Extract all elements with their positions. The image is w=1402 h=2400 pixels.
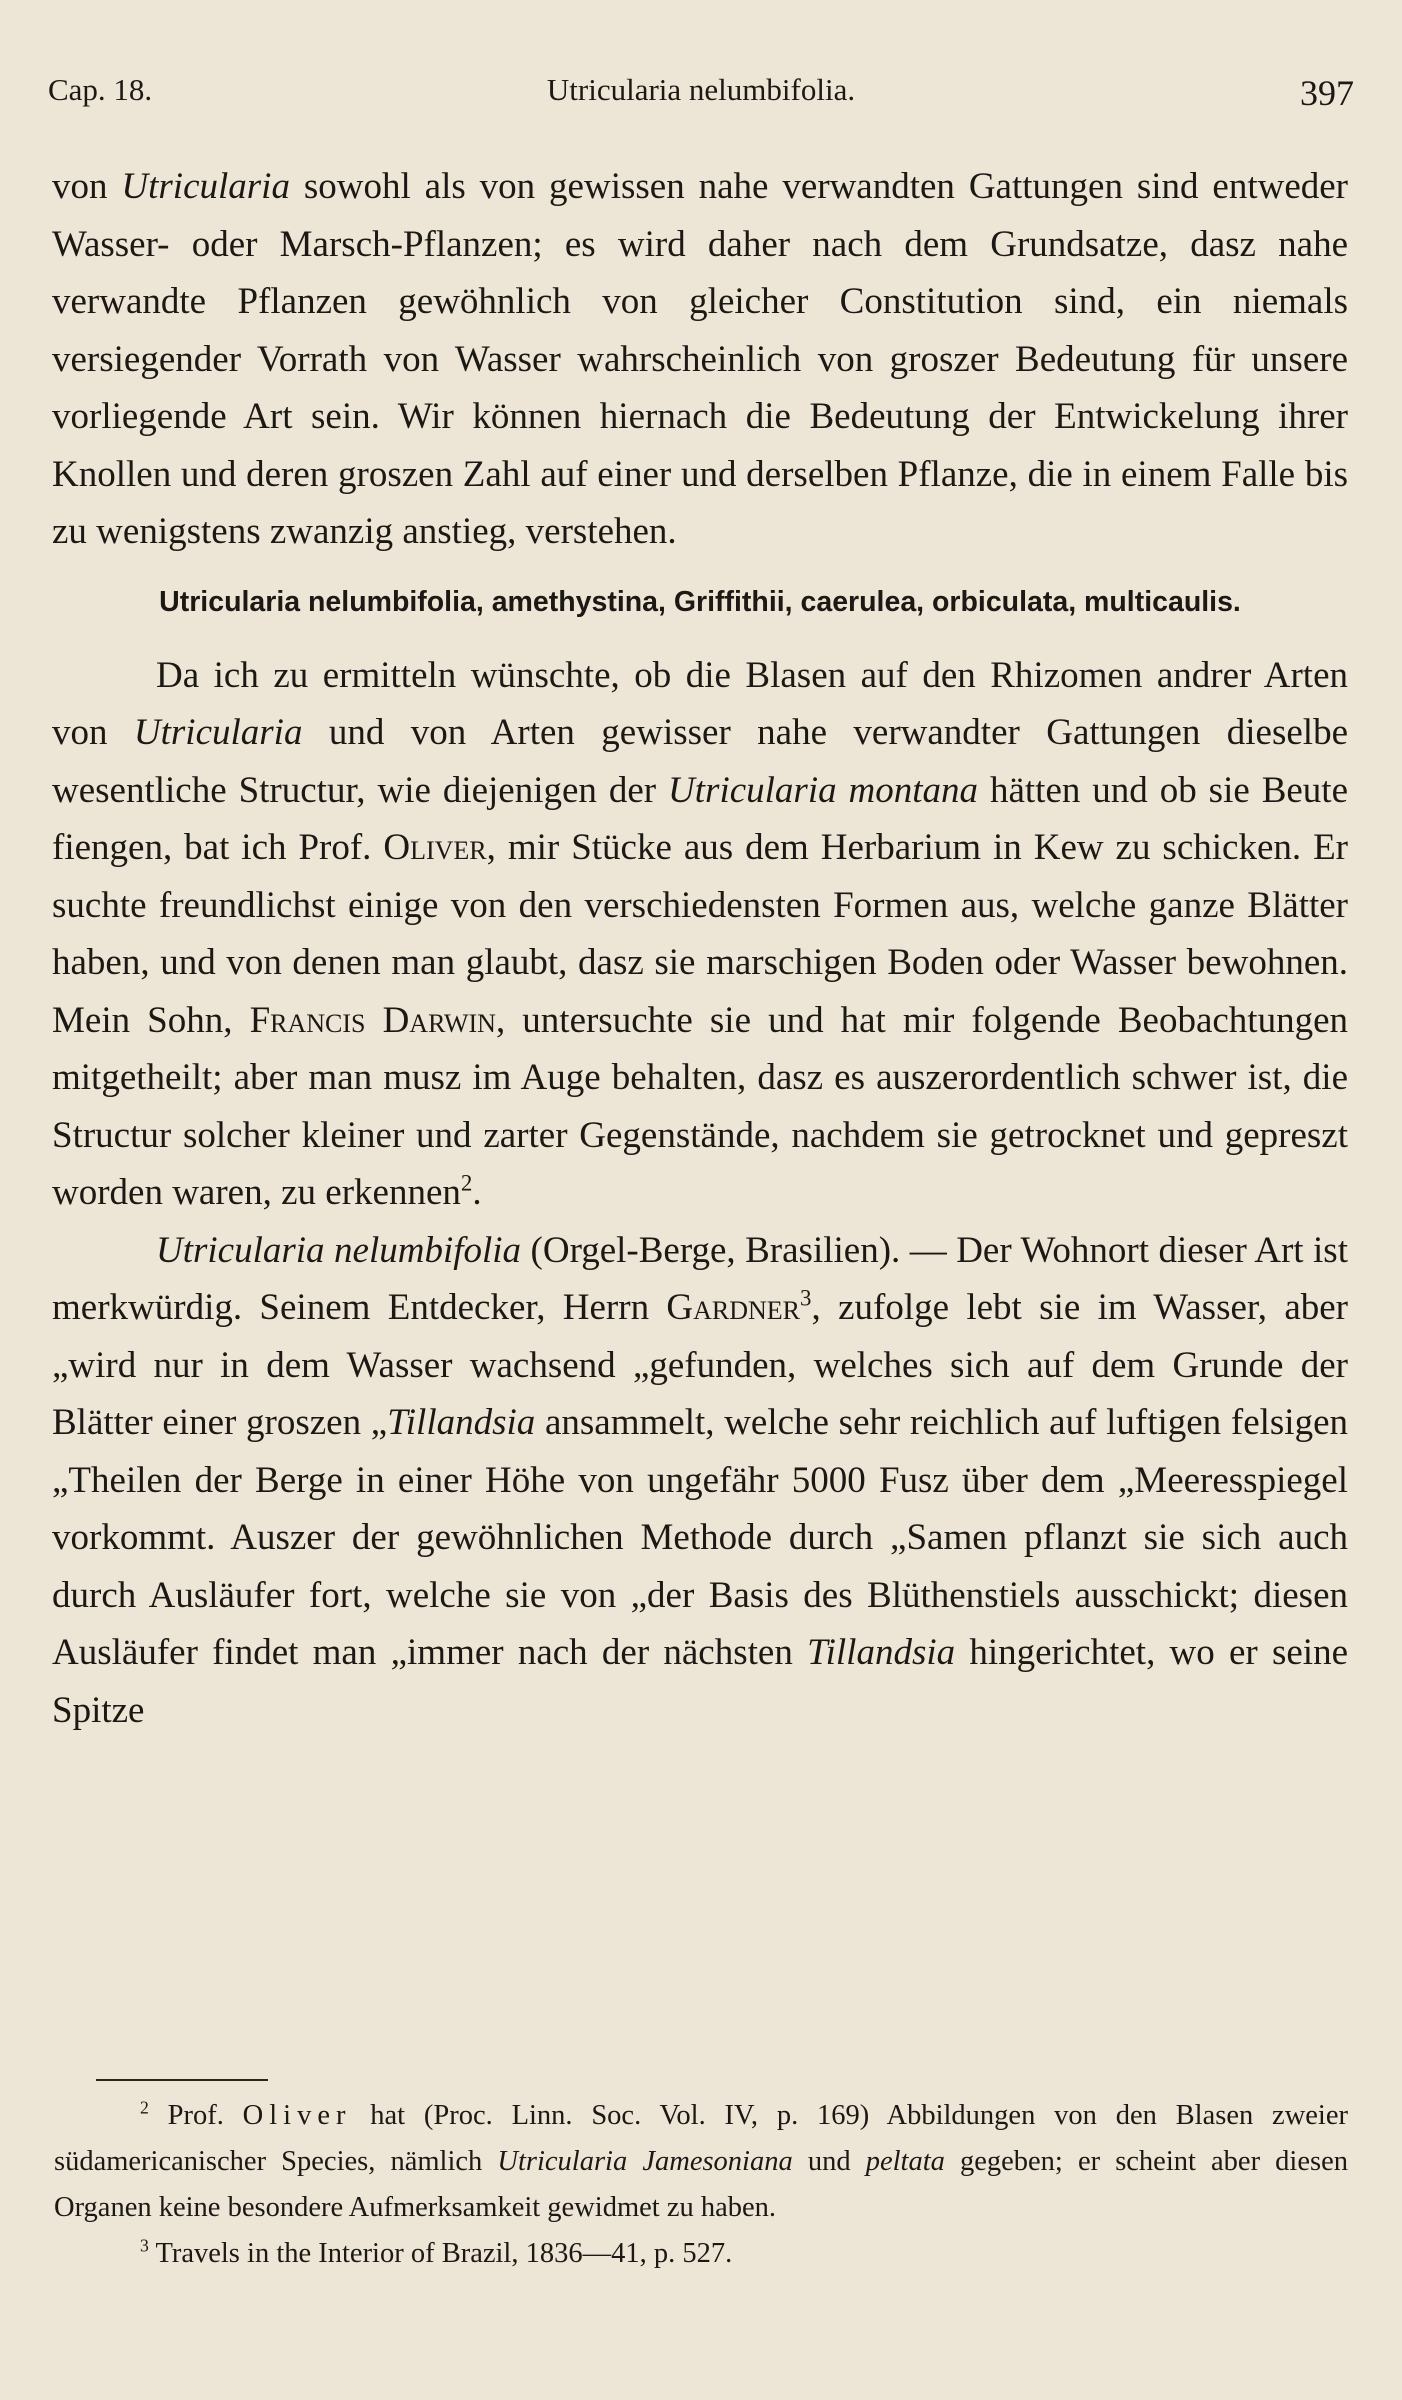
genus-name: Tillandsia bbox=[387, 1402, 536, 1443]
main-text bbox=[52, 158, 1348, 1739]
text-run: sowohl als von gewissen nahe verwandten Gattungen sind entweder Wasser- oder Marsch-Pflanzen; es wird daher nach dem Grundsatze, dasz nahe verwandte Pflanzen gewöhnlich von gleicher Constitution sind, ein niemals versiegender Vorrath von Wasser wahrscheinlich von groszer Bedeutung für unsere vorliegende Art sein. Wir können hiernach die Bedeutung der Entwickelung ihrer Knollen und deren groszen Zahl auf einer und derselben Pflanze, die in einem Falle bis zu wenigstens zwanzig anstieg, verstehen. bbox=[52, 166, 1349, 552]
text-run: . bbox=[472, 1172, 482, 1213]
text-run: Travels in the Interior of Brazil, 1836—41, p. 527. bbox=[148, 2238, 733, 2269]
person-name: Oliver bbox=[383, 827, 487, 868]
chapter-label: Cap. 18. bbox=[48, 72, 153, 107]
footnote-ref: 3 bbox=[800, 1285, 812, 1311]
text-run: von bbox=[52, 166, 122, 207]
footnote-mark: 3 bbox=[140, 2235, 149, 2256]
species-name: Utricularia montana bbox=[668, 769, 979, 811]
running-title: Utricularia nelumbifolia. bbox=[546, 72, 856, 107]
genus-name: Utricularia bbox=[133, 712, 303, 753]
text-run: , mir Stücke aus dem Herbarium in Kew zu schicken. Er suchte freundlichst einige von den verschiedensten Formen aus, welche ganze Blätter haben, und von denen man glaubt, dasz sie marschigen Boden oder Wasser bewohnen. Mein Sohn, bbox=[52, 827, 1348, 1041]
paragraph-1 bbox=[52, 158, 1348, 561]
footnotes bbox=[54, 2093, 1348, 2277]
footnote-mark: 2 bbox=[140, 2097, 149, 2118]
text-run: Da ich zu ermitteln wünschte, ob die Blasen auf den Rhizomen andrer Arten von bbox=[52, 654, 1348, 753]
person-name: Gardner bbox=[666, 1287, 801, 1328]
paragraph-3 bbox=[52, 1222, 1348, 1740]
text-run: und von Arten gewisser nahe verwandter Gattungen dieselbe wesentliche Structur, wie diejenigen der bbox=[52, 712, 1348, 811]
running-header bbox=[48, 72, 1354, 132]
footnote-divider bbox=[96, 2079, 268, 2081]
text-run: Prof. bbox=[148, 2100, 243, 2131]
text-run: (Orgel-Berge, Brasilien). — Der Wohnort dieser Art ist merkwürdig. Seinem Entdecker, Herrn bbox=[52, 1229, 1348, 1328]
section-heading: Utricularia nelumbifolia, amethystina, Griffithii, caerulea, orbiculata, multicaulis. bbox=[159, 585, 1241, 618]
text-run: hätten und ob sie Beute fiengen, bat ich Prof. bbox=[52, 769, 1349, 868]
text-run: , zufolge lebt sie im Wasser, aber „wird nur in dem Wasser wachsend „gefunden, welches sich auf dem Grunde der Blätter einer groszen „ bbox=[52, 1287, 1348, 1443]
genus-name: Tillandsia bbox=[807, 1632, 956, 1673]
text-run: hat (Proc. Linn. Soc. Vol. IV, p. 169) Abbildungen von den Blasen zweier südamericanischer Species, nämlich bbox=[54, 2100, 1348, 2177]
person-name: Francis Darwin bbox=[249, 999, 496, 1041]
footnote-2 bbox=[54, 2093, 1348, 2231]
species-name: peltata bbox=[865, 2146, 945, 2177]
paragraph-2 bbox=[52, 647, 1348, 1222]
species-name: Utricularia Jamesoniana bbox=[497, 2146, 793, 2177]
genus-name: Utricularia bbox=[121, 166, 290, 207]
text-run: gegeben; er scheint aber diesen Organen keine besondere Aufmerksamkeit gewidmet zu haben. bbox=[54, 2146, 1348, 2223]
footnote-ref: 2 bbox=[460, 1170, 473, 1196]
text-run: ansammelt, welche sehr reichlich auf luftigen felsigen „Theilen der Berge in einer Höhe von ungefähr 5000 Fusz über dem „Meeresspiegel vorkommt. Auszer der gewöhnlichen Methode durch „Samen pflanzt sie sich auch durch Ausläufer fort, welche sie von „der Basis des Blüthenstiels ausschickt; diesen Ausläufer findet man „immer nach der nächsten bbox=[52, 1402, 1348, 1673]
text-run: , untersuchte sie und hat mir folgende Beobachtungen mitgetheilt; aber man musz im Auge behalten, dasz es auszerordentlich schwer ist, die Structur solcher kleiner und zarter Gegenstände, nachdem sie getrocknet und gepreszt worden waren, zu erkennen bbox=[52, 999, 1349, 1213]
text-run: hingerichtet, wo er seine Spitze bbox=[52, 1632, 1348, 1731]
species-name: Utricularia nelumbifolia bbox=[156, 1229, 522, 1271]
text-run: und bbox=[792, 2146, 866, 2177]
footnote-3 bbox=[54, 2231, 1348, 2277]
page-number: 397 bbox=[1300, 73, 1354, 113]
person-name: Oliver bbox=[242, 2100, 352, 2131]
